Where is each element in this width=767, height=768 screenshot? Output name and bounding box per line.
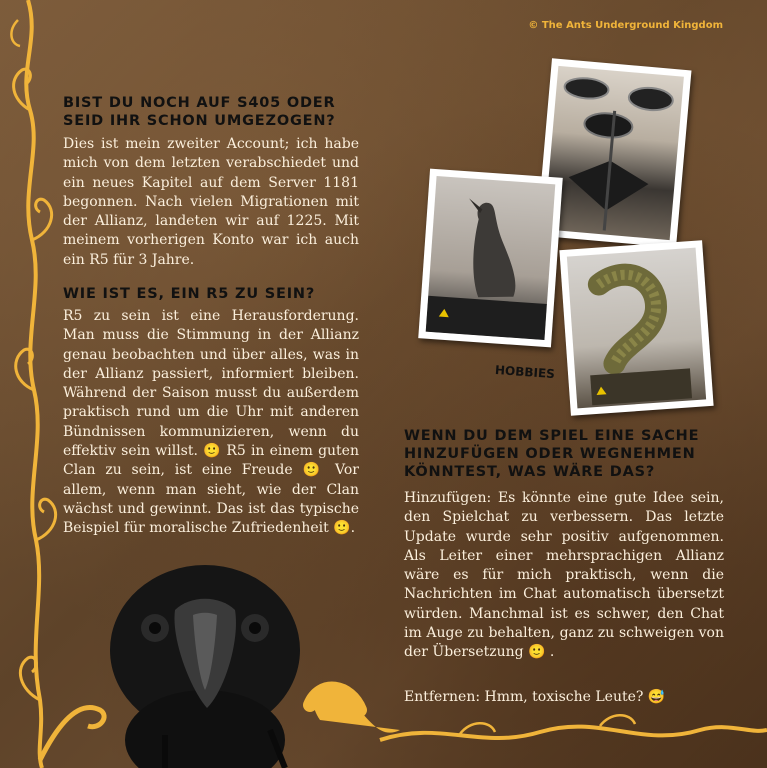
copyright-icon: © xyxy=(528,20,539,31)
answer-3-text-remove: Entfernen: Hmm, toxische Leute? 😅 xyxy=(404,689,666,705)
left-flourish-ornament xyxy=(0,0,70,768)
answer-2-text: R5 zu sein ist eine Herausforderung. Man muss die Stimmung in der Allianz genau beobachten und über alles, was in der Allianz passiert, informiert bleiben. Während der Saison musst du außerdem praktisch rund um die Uhr mit anderen Bündnissen kommunizieren, wenn du effektiv sein willst. 🙂 R5 in einem guten Clan zu sein, ist eine Freude 🙂 Vor allem, wenn man sieht, wie der Clan wächst und gewinnt. Das ist das typische Beispiel für moralische Zufriedenheit 🙂. xyxy=(63,308,359,537)
question-1-heading: BIST DU NOCH AUF S405 ODER SEID IHR SCHON UMGEZOGEN? xyxy=(63,95,336,129)
crow-figure-image xyxy=(426,176,556,340)
photo-3d-printed-dragon xyxy=(559,240,713,416)
question-3-heading: WENN DU DEM SPIEL EINE SACHE HINZUFÜGEN ODER WEGNEHMEN KÖNNTEST, WAS WÄRE DAS? xyxy=(404,428,700,480)
photo-3d-printed-crow xyxy=(418,169,563,348)
answer-3-text: Hinzufügen: Es könnte eine gute Idee sein, den Spielchat zu verbessern. Das letzte Update wurde sehr positiv aufgenommen. Als Leiter einer mehrsprachigen Allianz wäre es für mich praktisch, wenn die Nachrichten im Chat automatisch übersetzt würden. Manchmal ist es schwer, den Chat im Auge zu behalten, ganz zu schweigen von der Übersetzung 🙂 . xyxy=(404,490,724,661)
copyright-notice: © The Ants Underground Kingdom xyxy=(528,20,723,31)
bottom-flourish-ornament xyxy=(0,660,767,768)
question-2-heading: WIE IST ES, EIN R5 ZU SEIN? xyxy=(63,286,316,302)
answer-1-text: Dies ist mein zweiter Account; ich habe mich von dem letzten verabschiedet und ein neues Kapitel auf dem Server 1181 begonnen. Nach vielen Migrationen mit der Allianz, landeten wir auf 1225. Mit meinem vorherigen Konto war ich auch ein R5 für 3 Jahre. xyxy=(63,136,359,268)
drum-kit-image xyxy=(544,66,684,240)
hobbies-caption: HOBBIES xyxy=(494,362,556,382)
dragon-figure-image xyxy=(567,248,706,409)
